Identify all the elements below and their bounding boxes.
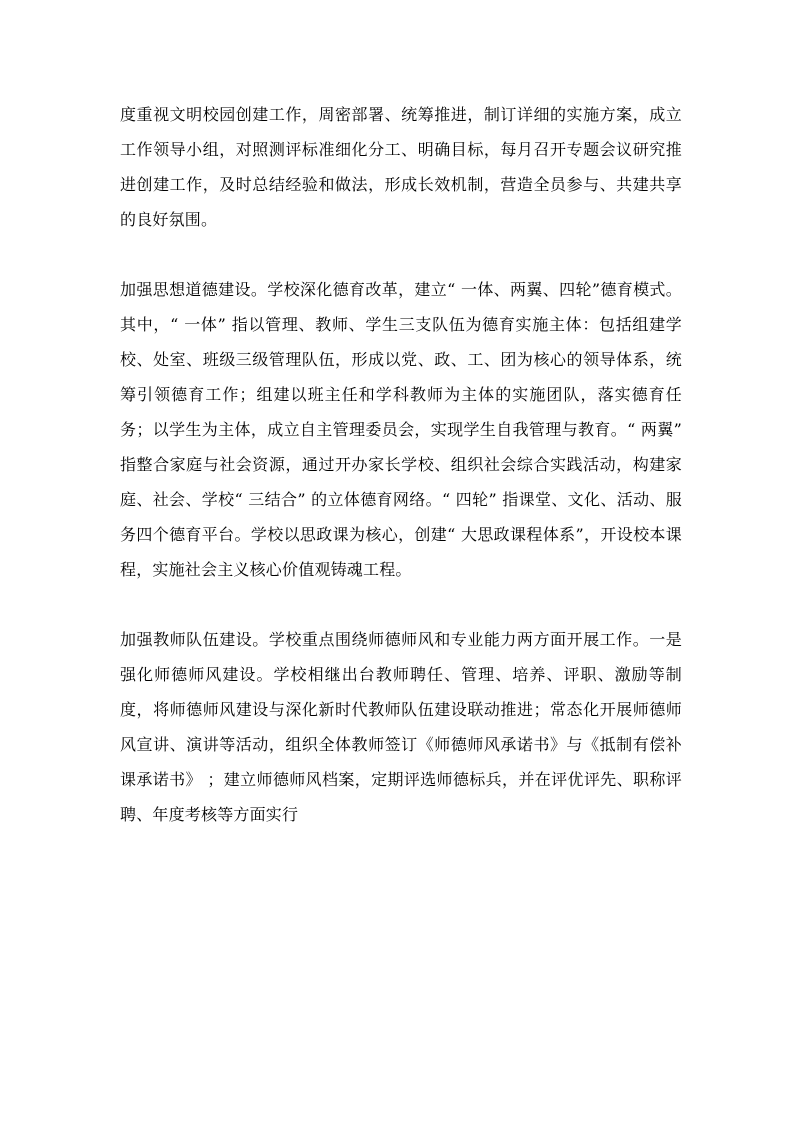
paragraph-civilized-campus: 度重视文明校园创建工作，周密部署、统筹推进，制订详细的实施方案，成立工作领导小组，对照测评标准细化分工、明确目标，每月召开专题会议研究推进创建工作，及时总结经验和做法，形成长效机制，营造全员参与、共建共享的良好氛围。 (120, 105, 682, 229)
paragraph-moral-education: 加强思想道德建设。学校深化德育改革，建立“ 一体、两翼、四轮”德育模式。其中，“ 一体” 指以管理、教师、学生三支队伍为德育实施主体：包括组建学校、处室、班级三级管理队伍，形成以党、政、工、团为核心的领导体系，统筹引领德育工作；组建以班主任和学科教师为主体的实施团队，落实德育任务；以学生为主体，成立自主管理委员会，实现学生自我管理与教育。“ 两翼” 指整合家庭与社会资源，通过开办家长学校、组织社会综合实践活动，构建家庭、社会、学校“ 三结合” 的立体德育网络。“ 四轮” 指课堂、文化、活动、服务四个德育平台。学校以思政课为核心，创建“ 大思政课程体系”，开设校本课程，实施社会主义核心价值观铸魂工程。 (120, 280, 682, 579)
paragraph-teacher-team: 加强教师队伍建设。学校重点围绕师德师风和专业能力两方面开展工作。一是强化师德师风建设。学校相继出台教师聘任、管理、培养、评职、激励等制度，将师德师风建设与深化新时代教师队伍建设联动推进；常态化开展师德师风宣讲、演讲等活动，组织全体教师签订《师德师风承诺书》与《抵制有偿补课承诺书》 ；建立师德师风档案，定期评选师德标兵，并在评优评先、职称评聘、年度考核等方面实行 (120, 630, 682, 824)
document-body (120, 97, 682, 832)
